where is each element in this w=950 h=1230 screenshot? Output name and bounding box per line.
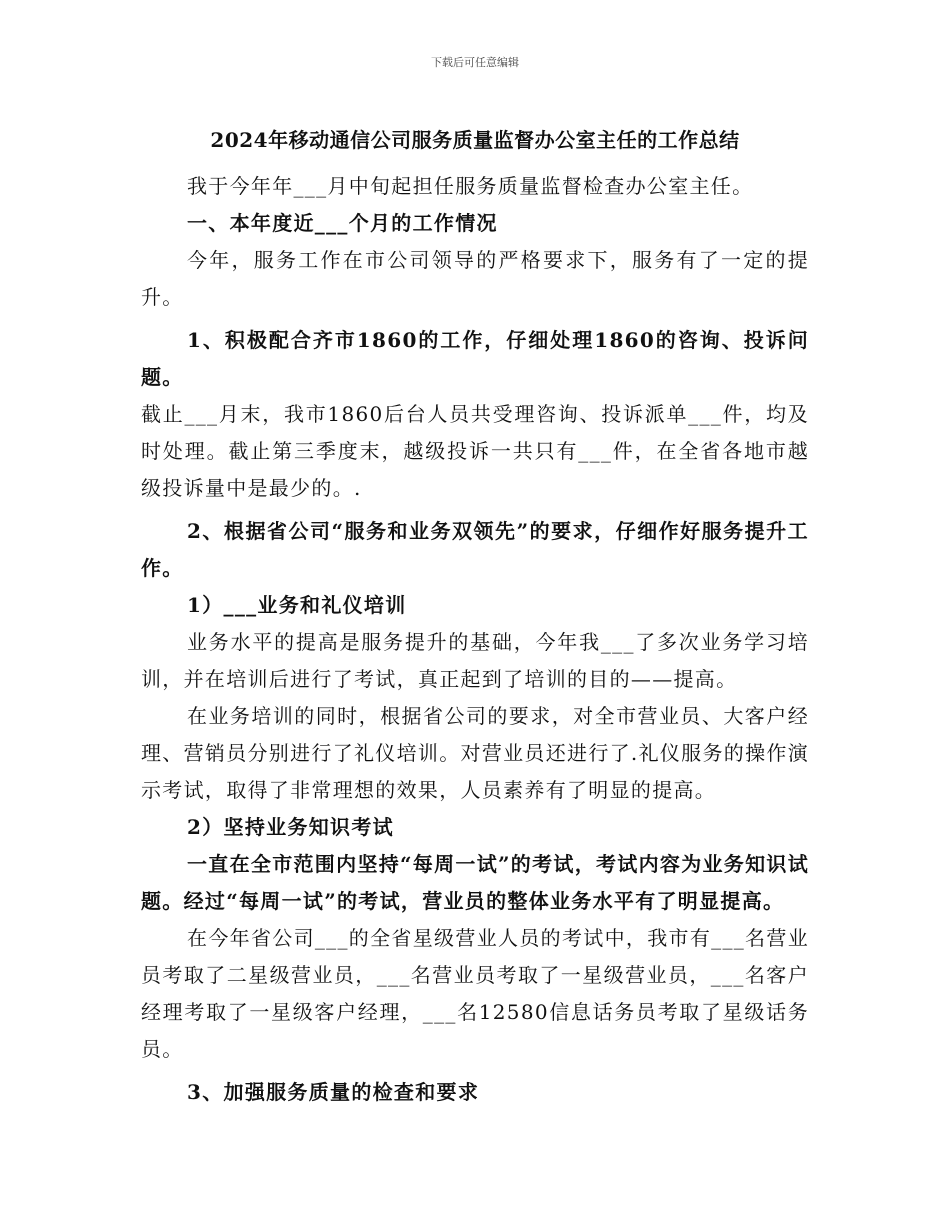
document-title: 2024年移动通信公司服务质量监督办公室主任的工作总结 (210, 128, 740, 152)
heading-item-2: 2、根据省公司“服务和业务双领先”的要求，仔细作好服务提升工作。 (141, 519, 809, 580)
heading-subitem-2: 2）坚持业务知识考试 (187, 815, 394, 839)
paragraph-item-1: 截止___月末，我市1860后台人员共受理咨询、投诉派单___件，均及时处理。截止第三季度末，越级投诉一共只有___件，在全省各地市越级投诉量中是最少的。. (141, 402, 809, 500)
paragraph-overview: 今年，服务工作在市公司领导的严格要求下，服务有了一定的提升。 (141, 248, 809, 309)
paragraph-weekly-test: 一直在全市范围内坚持“每周一试”的考试，考试内容为业务知识试题。经过“每周一试”的考试，营业员的整体业务水平有了明显提高。 (141, 852, 810, 913)
paragraph-intro: 我于今年年___月中旬起担任服务质量监督检查办公室主任。 (187, 174, 754, 198)
heading-item-3: 3、加强服务质量的检查和要求 (187, 1080, 480, 1104)
heading-section-1: 一、本年度近___个月的工作情况 (187, 211, 498, 235)
paragraph-training: 业务水平的提高是服务提升的基础，今年我___了多次业务学习培训，并在培训后进行了考试，真正起到了培训的目的——提高。 (141, 630, 809, 691)
header-note: 下载后可任意编辑 (431, 56, 519, 69)
paragraph-star-exam: 在今年省公司___的全省星级营业人员的考试中，我市有___名营业员考取了二星级营业员，___名营业员考取了一星级营业员，___名客户经理考取了一星级客户经理，___名12580信息话务员考取了星级话务员。 (141, 926, 809, 1061)
document-body (141, 168, 809, 1111)
heading-subitem-1: 1）___业务和礼仪培训 (187, 593, 407, 617)
paragraph-etiquette: 在业务培训的同时，根据省公司的要求，对全市营业员、大客户经理、营销员分别进行了礼仪培训。对营业员还进行了.礼仪服务的操作演示考试，取得了非常理想的效果，人员素养有了明显的提高。 (141, 704, 809, 802)
heading-item-1: 1、积极配合齐市1860的工作，仔细处理1860的咨询、投诉问题。 (141, 328, 809, 389)
